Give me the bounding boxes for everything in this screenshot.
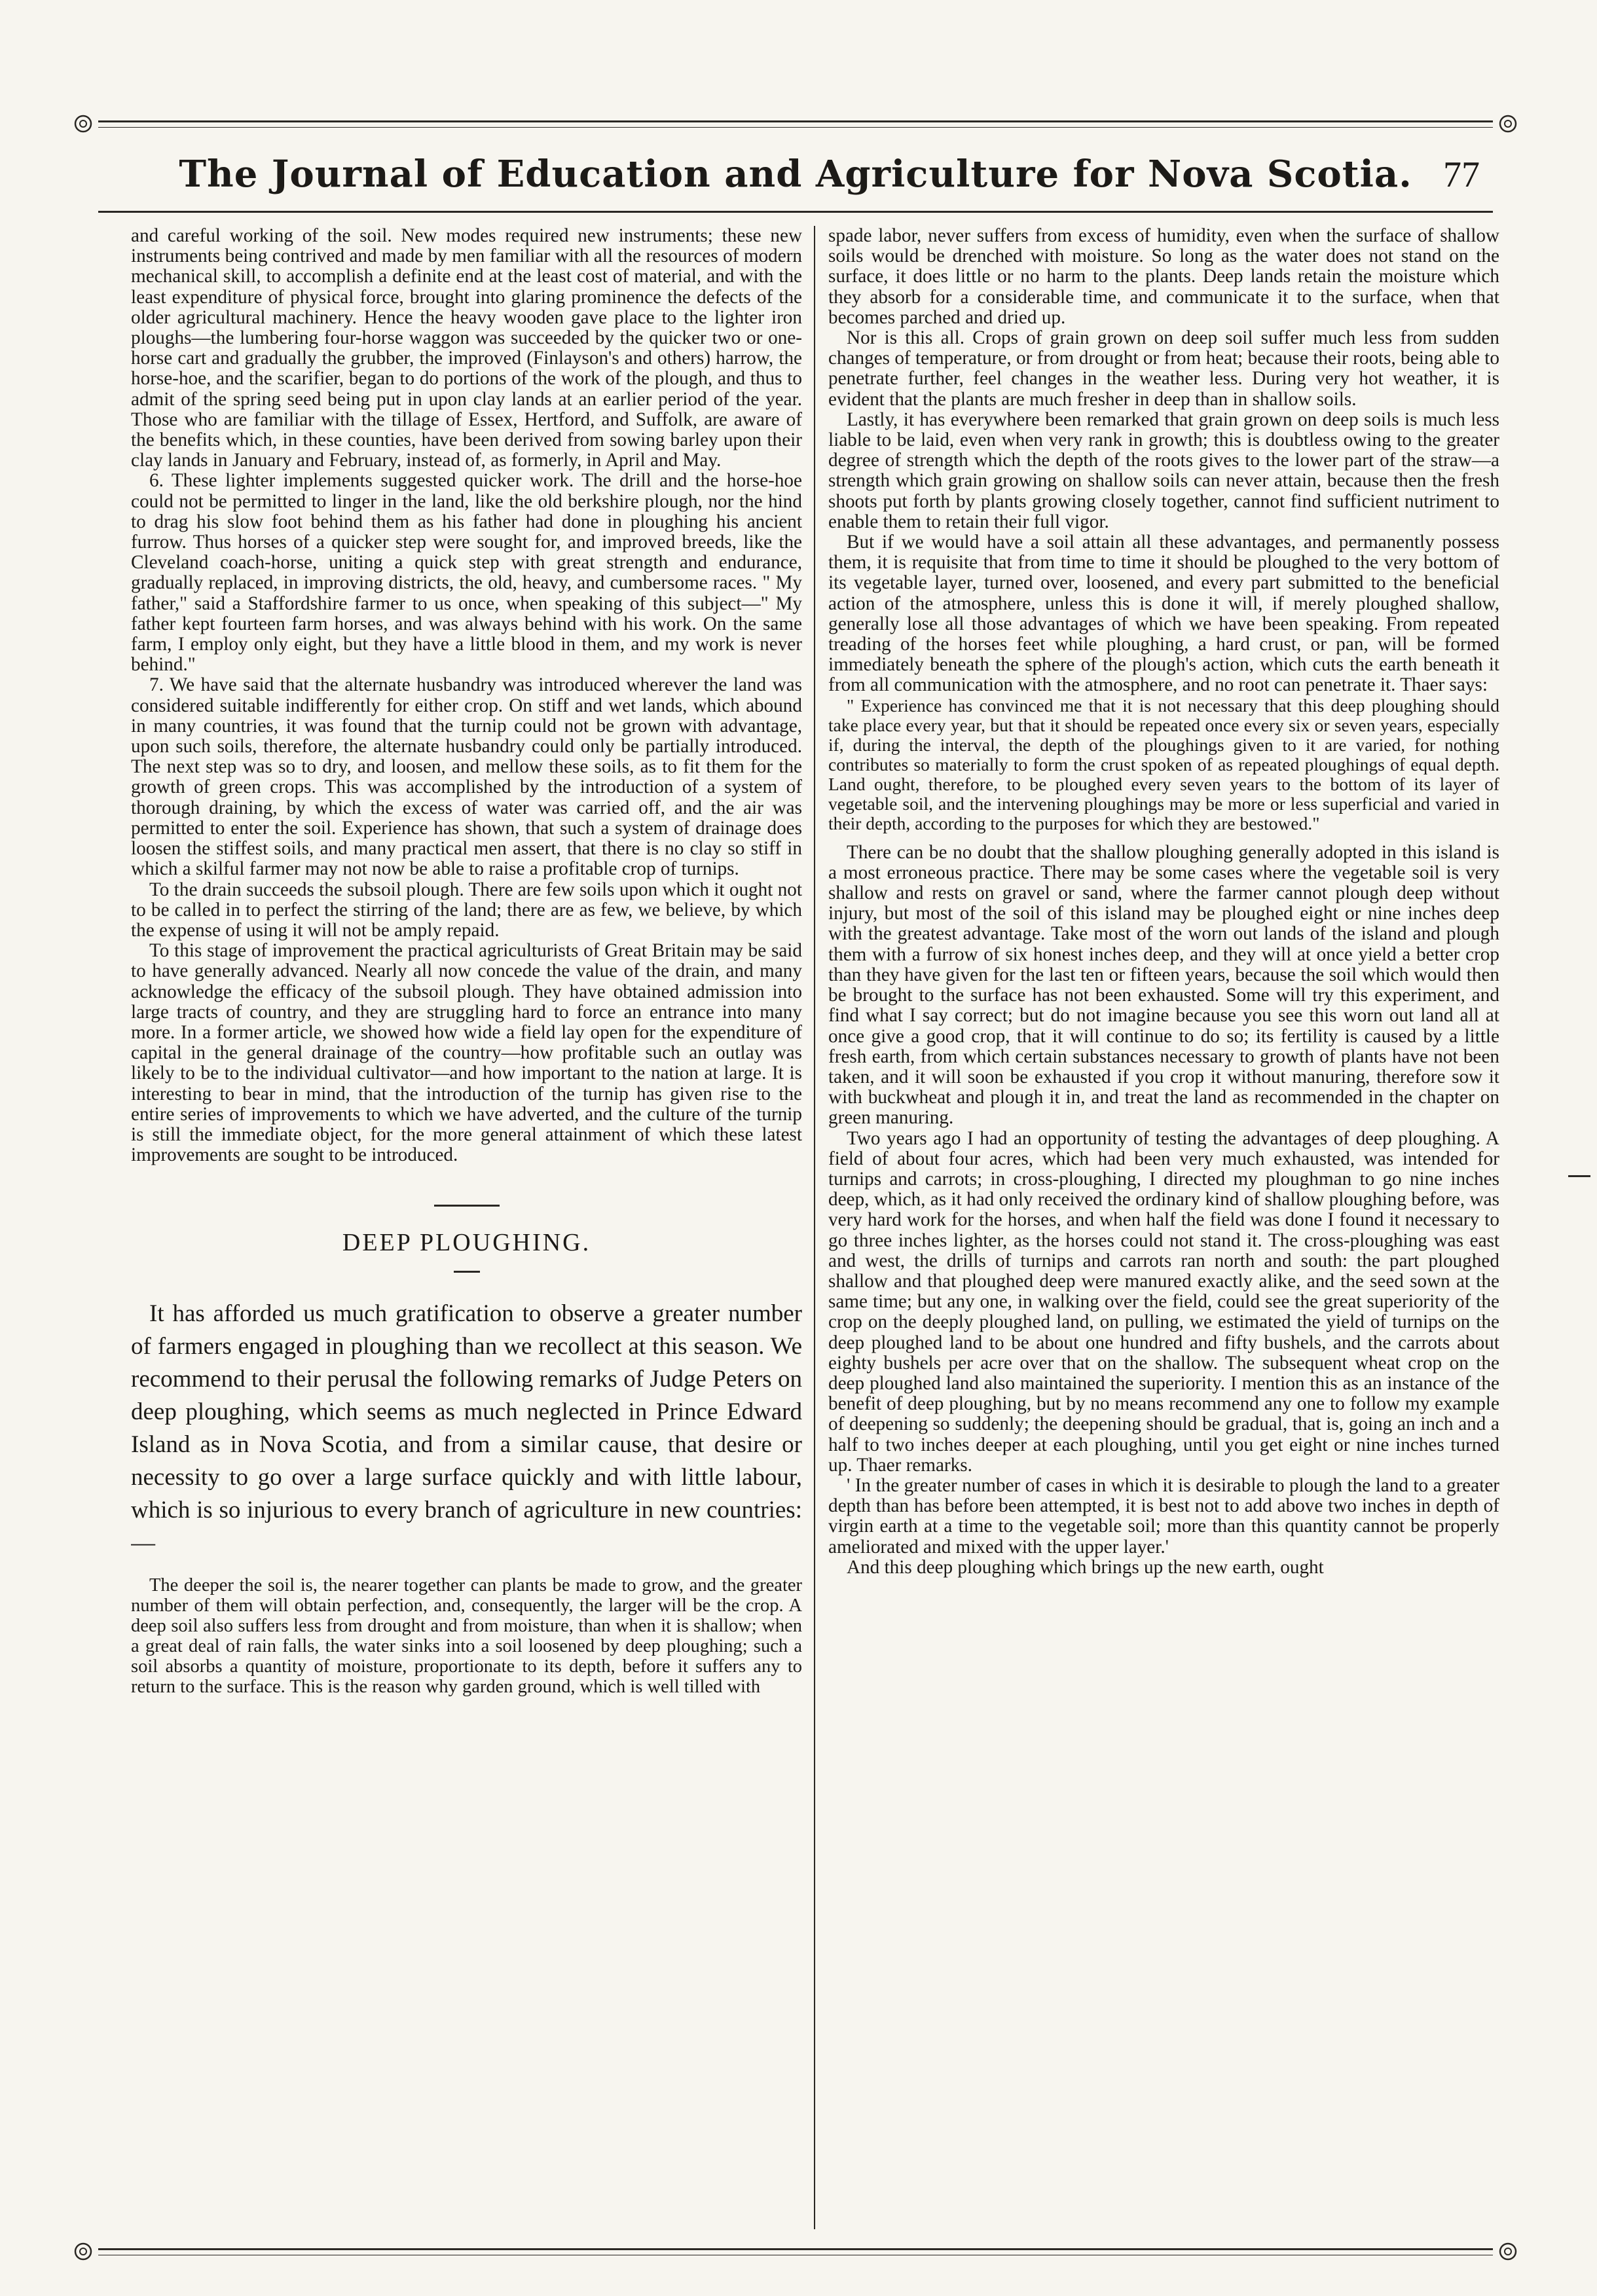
page-number: 77 bbox=[1443, 155, 1480, 195]
paragraph: 7. We have said that the alternate husbandry was introduced wherever the land was considered suitable indifferently for either crop. On stiff and wet lands, which abound in many countries, it was found that the turnip could not be grown with advantage, upon such soils, therefore, the alternate husbandry could only be partially introduced. The next step was so to dry, and loosen, and mellow these soils, as to fit them for the growth of green crops. This was accomplished by the introduction of a system of thorough draining, by which the excess of water was carried off, and the air was permitted to enter the soil. Experience has shown, that such a system of drainage does loosen the stiffest soils, and many practical men assert, that there is no clay so stiff in which a skilful farmer may not now be able to raise a profitable crop of turnips. bbox=[131, 674, 802, 880]
quoted-passage: " Experience has convinced me that it is not necessary that this deep ploughing should take place every year, but that it should be repeated once every six or seven years, especially if, during the interval, the depth of the ploughings given to it are varied, for nothing contributes so materially to form the crust spoken of as repeated ploughings of equal depth. Land ought, therefore, to be ploughed every seven years to the bottom of its layer of vegetable soil, and the intervening ploughings may be more or less superficial and varied in their depth, according to the purposes for which they are bestowed." bbox=[828, 695, 1499, 833]
paragraph: And this deep ploughing which brings up the new earth, ought bbox=[847, 1556, 1324, 1578]
paragraph: Nor is this all. Crops of grain grown on deep soil suffer much less from sudden changes of temperature, or from drought or from heat; because their roots, being able to penetrate further, feel changes in the weather less. During very hot weather, it is evident that the plants are much fresher in deep than in shallow soils. bbox=[828, 327, 1499, 410]
section-separator bbox=[434, 1205, 500, 1207]
right-column bbox=[828, 226, 1499, 2232]
paragraph: There can be no doubt that the shallow ploughing generally adopted in this island is a most erroneous practice. There may be some cases where the vegetable soil is very shallow and rests on gravel or sand, where the farmer cannot plough deep without injury, but most of the soil of this island may be ploughed eight or nine inches deep with the greatest advantage. Take most of the worn out lands of the island and plough them with a furrow of six honest inches deep, and they will at once yield a better crop than they have given for the last ten or fifteen years, because the soil which would then be brought to the surface has not been exhausted. Some will try this experiment, and find what I say correct; but do not imagine because you see this worn out land all at once give a good crop, that it will continue to do so; its fertility is caused by a little fresh earth, from which certain substances necessary to growth of plants have not been taken, and it will soon be exhausted if you crop it without manuring, therefore sow it with buckwheat and plough it in, and treat the land as recommended in the chapter on green manuring. bbox=[828, 841, 1499, 1129]
paragraph: and careful working of the soil. New modes required new instruments; these new instruments being contrived and made by men familiar with all the resources of modern mechanical skill, to accomplish a definite end at the least cost of material, and with the least expenditure of physical force, brought into glaring prominence the defects of the older agricultural machinery. Hence the heavy wooden gave place to the lighter iron ploughs—the lumbering four-horse waggon was succeeded by the quicker two or one-horse cart and gradually the grubber, the improved (Finlayson's and others) harrow, the horse-hoe, and the scarifier, began to do portions of the work of the plough, and thus to admit of the spring seed being put in upon clay lands at an earlier period of the year. Those who are familiar with the tillage of Essex, Hertford, and Suffolk, are aware of the benefits which, in these counties, have been derived from sowing barley upon their clay lands in January and February, instead of, as formerly, in April and May. bbox=[131, 226, 802, 471]
paragraph: To this stage of improvement the practical agriculturists of Great Britain may be said to have generally advanced. Nearly all now concede the value of the drain, and many acknowledge the efficacy of the subsoil plough. They have obtained admission into large tracts of country, and they are struggling hard to force an entrance into many more. In a former article, we showed how wide a field lay open for the expenditure of capital in the general drainage of the country—how profitable such an outlay was likely to be to the individual cultivator—and how important to the nation at large. It is interesting to bear in mind, that the introduction of the turnip has given rise to the entire series of improvements to which we have adverted, and the culture of the turnip is still the immediate object, for the more general attainment of which these latest improvements are sought to be introduced. bbox=[131, 940, 802, 1166]
section-title: DEEP PLOUGHING. bbox=[342, 1229, 591, 1257]
paragraph: 6. These lighter implements suggested quicker work. The drill and the horse-hoe could not be permitted to linger in the land, like the old berkshire plough, nor the hind to drag his slow foot behind them as his father had done in ploughing his ancient furrow. Thus horses of a quicker step were sought for, and improved breeds, like the Cleveland coach-horse, uniting a quick step with great strength and endurance, gradually replaced, in improving districts, the old, heavy, and cumbersome races. " My father," said a Staffordshire farmer to us once, when speaking of this subject—" My father kept fourteen farm horses, and was always behind with his work. On the same farm, I employ only eight, but they have a little blood in them, and my work is never behind." bbox=[131, 470, 802, 676]
left-column bbox=[131, 226, 802, 2232]
ornament-right-icon bbox=[1498, 114, 1518, 134]
margin-mark bbox=[1568, 1175, 1590, 1177]
bottom-ornamental-rule bbox=[98, 2239, 1493, 2265]
top-ornamental-rule bbox=[98, 111, 1493, 137]
ornament-left-icon bbox=[73, 2242, 93, 2261]
header-rule bbox=[98, 211, 1493, 213]
paragraph: ' In the greater number of cases in which it is desirable to plough the land to a greater depth than has before been attempted, it is best not to add above two inches in depth of virgin earth at a time to the vegetable soil; more than this quantity cannot be properly ameliorated and mixed with the upper layer.' bbox=[828, 1474, 1499, 1558]
ornament-right-icon bbox=[1498, 2242, 1518, 2261]
paragraph: The deeper the soil is, the nearer together can plants be made to grow, and the greater number of them will obtain perfection, and, consequently, the larger will be the crop. A deep soil also suffers less from drought and from moisture, than when it is shallow; when a great deal of rain falls, the water sinks into a soil loosened by deep ploughing; such a soil absorbs a quantity of moisture, proportionate to its depth, before it suffers any to return to the surface. This is the reason why garden ground, which is well tilled with bbox=[131, 1575, 802, 1697]
journal-title: The Journal of Education and Agriculture for Nova Scotia. bbox=[179, 153, 1412, 196]
intro-paragraph: It has afforded us much gratification to observe a greater number of farmers engaged in ploughing than we recollect at this season. We recommend to their perusal the following remarks of Judge Peters on deep ploughing, which seems as much neglected in Prince Edward Island as in Nova Scotia, and from a similar cause, that desire or necessity to go over a large surface quickly and with little labour, which is so injurious to every branch of agriculture in new countries:— bbox=[131, 1300, 802, 1556]
running-head bbox=[105, 147, 1486, 206]
title-separator bbox=[454, 1271, 480, 1273]
paragraph: Lastly, it has everywhere been remarked that grain grown on deep soils is much less liable to be laid, even when very rank in growth; this is doubtless owing to the greater degree of strength which the depth of the roots gives to the lower part of the straw—a strength which grain growing on shallow soils can never attain, because then the fresh shoots put forth by plants growing closely together, cannot find sufficient nutriment to enable them to retain their full vigor. bbox=[828, 409, 1499, 532]
paragraph: Two years ago I had an opportunity of testing the advantages of deep ploughing. A field of about four acres, which had been very much exhausted, was intended for turnips and carrots; in cross-ploughing, I directed my ploughman to go nine inches deep, which, as it had only received the ordinary kind of shallow ploughing before, was very hard work for the horses, and when half the field was done I found it necessary to go three inches lighter, as the horses could not stand it. The cross-ploughing was east and west, the drills of turnips and carrots ran north and south: the part ploughed shallow and that ploughed deep were manured exactly alike, and the seed sown at the same time; but any one, in walking over the field, could see the great superiority of the crop on the deeply ploughed land, on pulling, we estimated the yield of turnips on the deep ploughed land to be about one hundred and fifty bushels, and the carrots about eighty bushels per acre over that on the shallow. The subsequent wheat crop on the deep ploughed land also maintained the superiority. I mention this as an instance of the benefit of deep ploughing, but by no means recommend any one to follow my example of deepening so suddenly; the deepening should be gradual, that is, going an inch and a half to two inches deeper at each ploughing, until you get eight or nine inches turned up. Thaer remarks. bbox=[828, 1127, 1499, 1476]
paragraph: But if we would have a soil attain all these advantages, and permanently possess them, it is requisite that from time to time it should be ploughed to the very bottom of its vegetable layer, turned over, loosened, and every part submitted to the beneficial action of the atmosphere, unless this is done it will, if merely ploughed shallow, generally lose all those advantages of which we have been speaking. From repeated treading of the horses feet while ploughing, a hard crust, or pan, will be formed immediately beneath the sphere of the plough's action, which cuts the earth beneath it from all communication with the atmosphere, and no root can penetrate it. Thaer says: bbox=[828, 532, 1499, 696]
paragraph: To the drain succeeds the subsoil plough. There are few soils upon which it ought not to be called in to perfect the stirring of the land; there are as few, we believe, by which the expense of using it will not be amply repaid. bbox=[131, 879, 802, 941]
ornament-left-icon bbox=[73, 114, 93, 134]
paragraph: spade labor, never suffers from excess of humidity, even when the surface of shallow soils would be drenched with moisture. So long as the water does not stand on the surface, it does little or no harm to the plants. Deep lands retain the moisture which they absorb for a considerable time, and communicate it to the surface, when that becomes parched and dried up. bbox=[828, 226, 1499, 328]
column-divider bbox=[814, 226, 815, 2229]
